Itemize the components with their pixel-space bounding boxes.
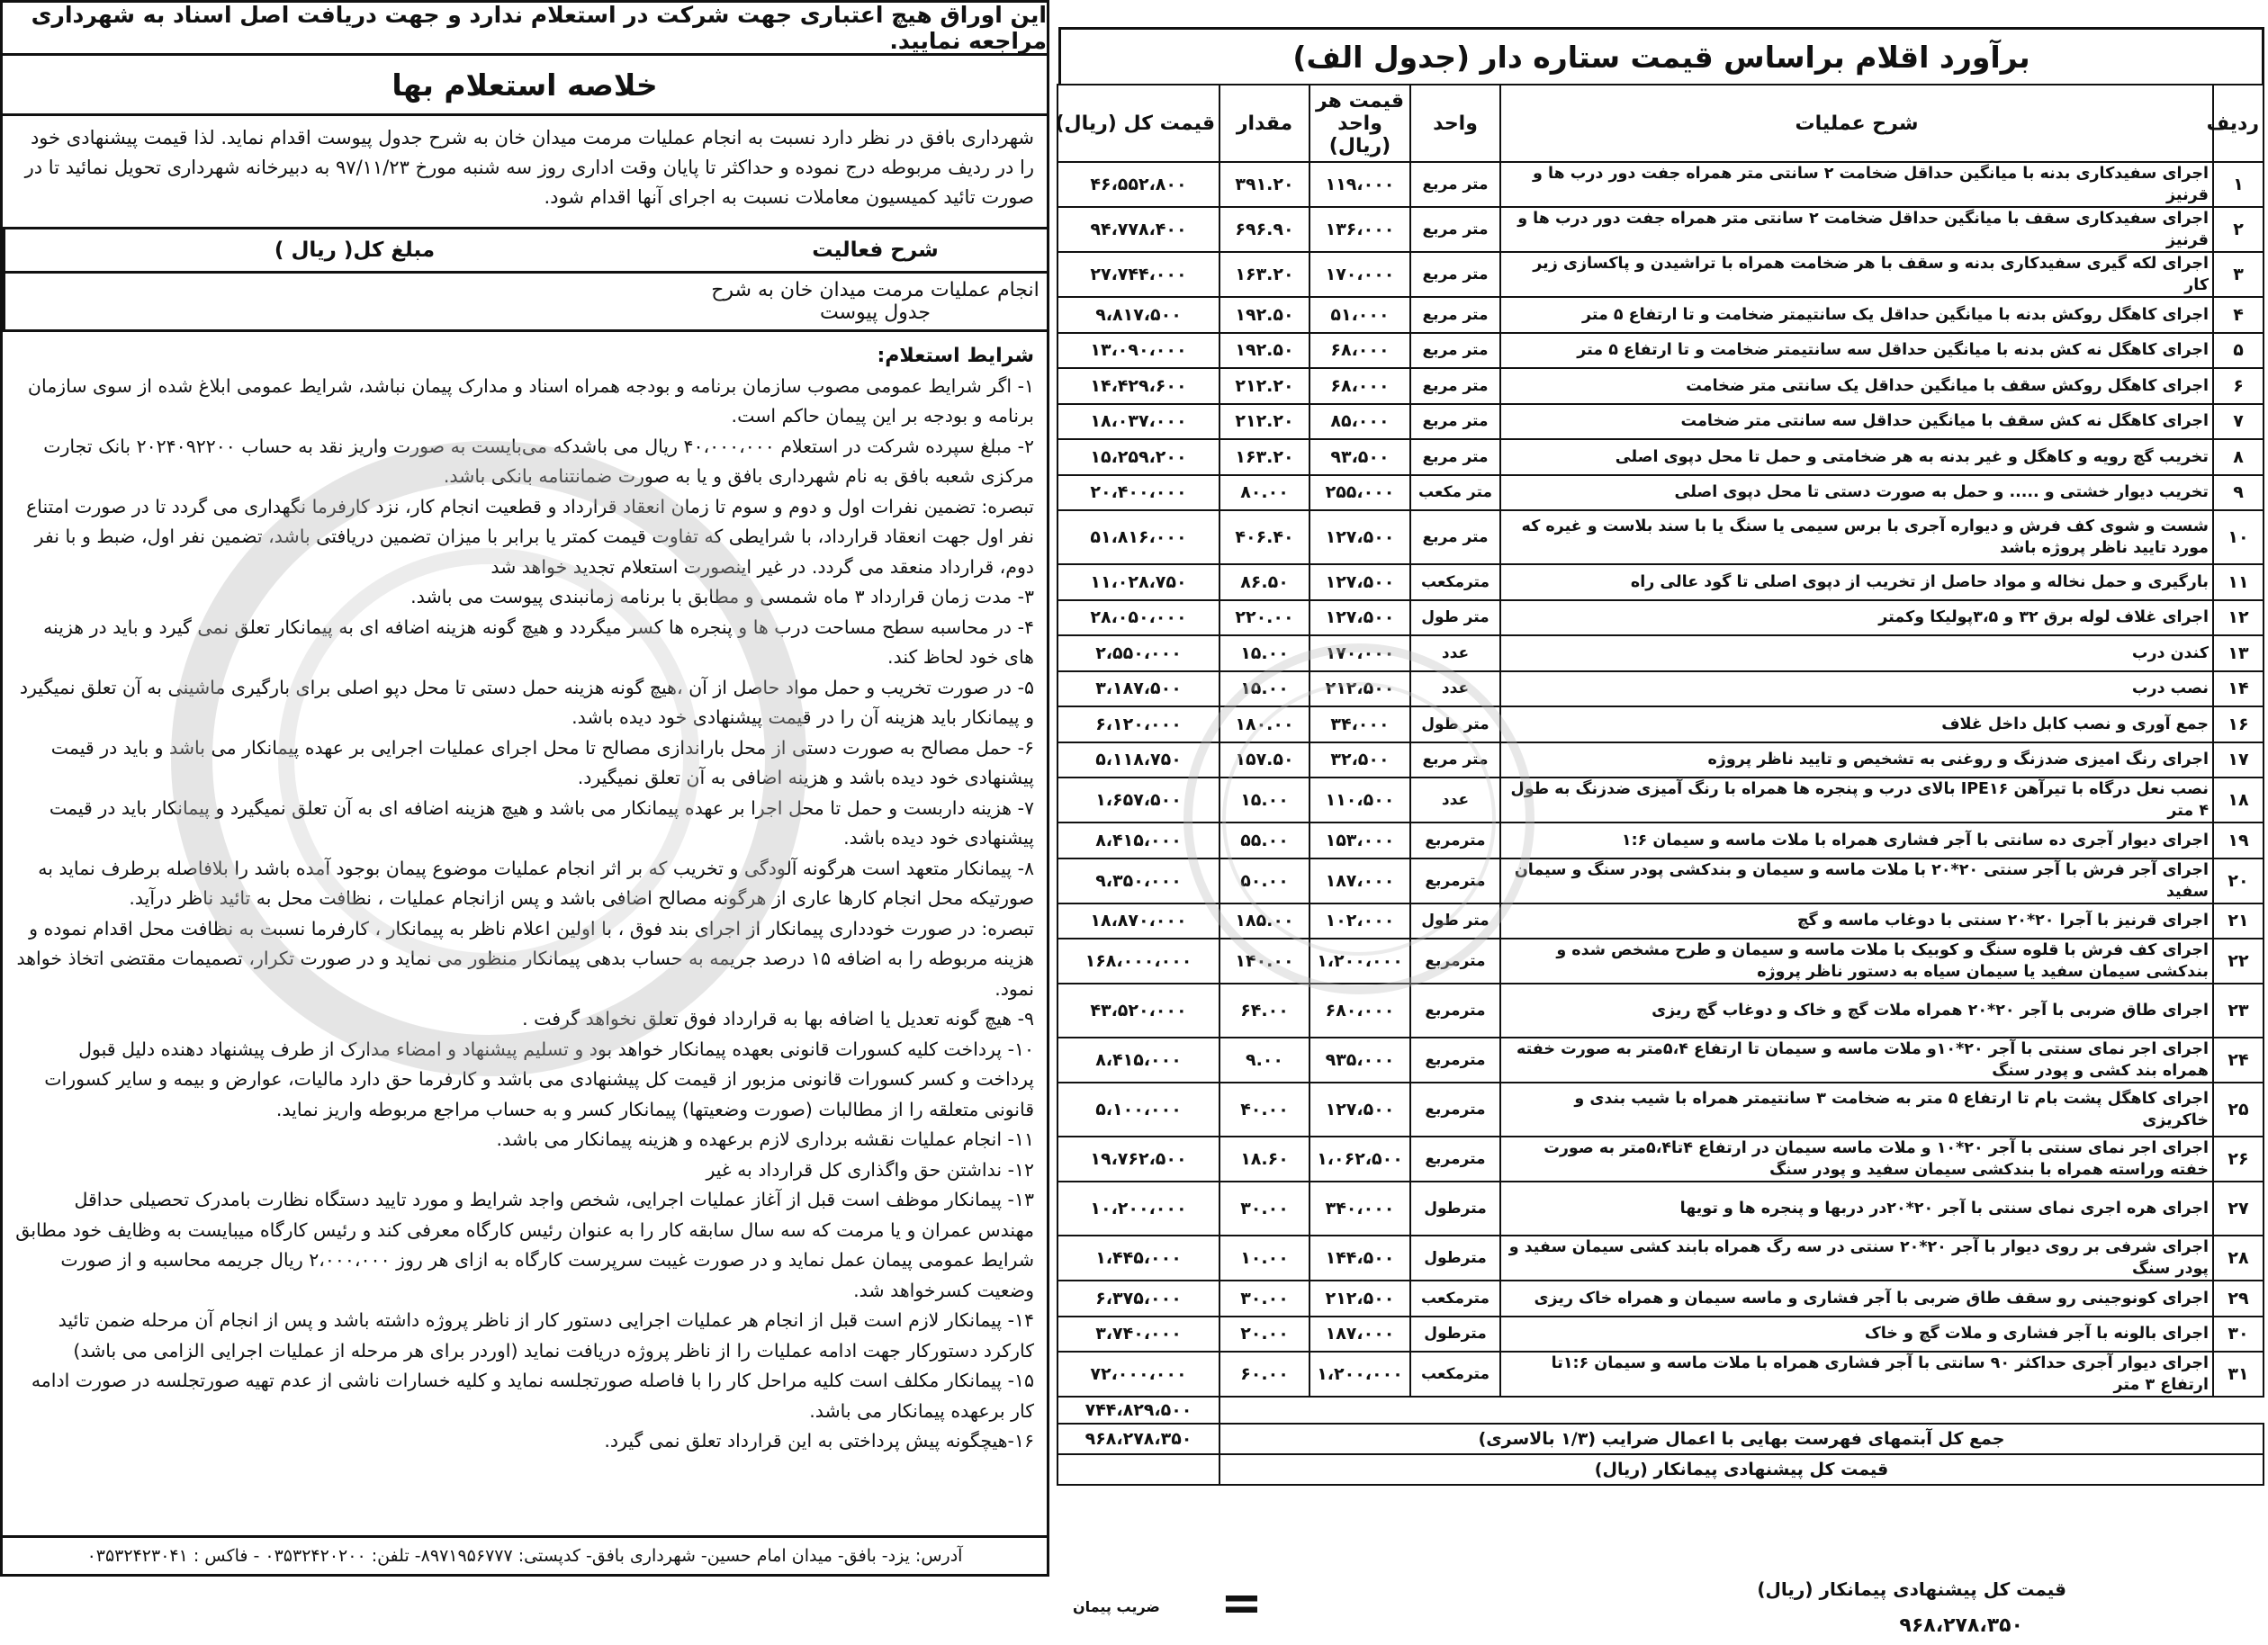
row-unit-price: ۹۳۵،۰۰۰: [1310, 1038, 1410, 1083]
row-number: ۱۱: [2213, 564, 2264, 600]
row-quantity: ۳۰.۰۰: [1220, 1281, 1310, 1317]
row-number: ۲۳: [2213, 984, 2264, 1038]
row-description: اجرای کاهگل نه کش سقف با میانگین حداقل سه سانتی متر ضخامت: [1500, 404, 2213, 440]
row-description: اجرای کاهگل پشت بام تا ارتفاع ۵ متر به ضخامت ۳ سانتیمتر همراه با شیب بندی و خاکریزی: [1500, 1083, 2213, 1137]
price-row: [1058, 1352, 2264, 1397]
row-unit: عدد: [1410, 671, 1500, 707]
contractor-value: [1058, 1454, 1220, 1485]
row-unit: متر مکعب: [1410, 475, 1500, 511]
row-unit: عدد: [1410, 778, 1500, 822]
price-row: [1058, 475, 2264, 511]
row-quantity: ۱۵.۰۰: [1220, 635, 1310, 671]
col-header-unit: واحد: [1410, 85, 1500, 162]
price-row: [1058, 706, 2264, 742]
row-unit: عدد: [1410, 635, 1500, 671]
estimate-title: برآورد اقلام براساس قیمت ستاره دار (جدول الف): [1058, 27, 2264, 84]
row-description: اجرای رنگ امیزی ضدزنگ و روغنی به تشخیص و تایید ناظر پروژه: [1500, 742, 2213, 778]
price-table: [1057, 84, 2264, 1486]
price-row: [1058, 822, 2264, 858]
row-total: ۱۳،۰۹۰،۰۰۰: [1058, 333, 1220, 369]
coefficient-label: ضریب پیمان: [1073, 1598, 1160, 1615]
row-unit-price: ۶۸۰،۰۰۰: [1310, 984, 1410, 1038]
row-total: ۸،۴۱۵،۰۰۰: [1058, 822, 1220, 858]
row-number: ۲۹: [2213, 1281, 2264, 1317]
row-total: ۳،۱۸۷،۵۰۰: [1058, 671, 1220, 707]
grand-total-value: ۹۶۸،۲۷۸،۳۵۰: [1058, 1424, 1220, 1454]
grand-total-label: جمع کل آبتمهای فهرست بهایی با اعمال ضرایب (۱/۳ بالاسری): [1220, 1424, 2264, 1454]
row-number: ۱۷: [2213, 742, 2264, 778]
row-unit: متر مربع: [1410, 510, 1500, 564]
condition-item: ۲- مبلغ سپرده شرکت در استعلام ۴۰،۰۰۰،۰۰۰ ریال می باشدکه می‌بایست به صورت واریز نقد به حساب ۲۰۲۴۰۹۲۲۰۰ بانک تجارت مرکزی شعبه بافق به نام شهرداری بافق و یا به صورت ضمانتنامه بانکی باشد.: [43, 435, 1034, 487]
row-unit: مترمربع: [1410, 1038, 1500, 1083]
row-total: ۲۸،۰۵۰،۰۰۰: [1058, 600, 1220, 636]
price-row: [1058, 1236, 2264, 1281]
activity-table: [3, 229, 1047, 332]
row-unit: مترطول: [1410, 1236, 1500, 1281]
row-number: ۳۰: [2213, 1317, 2264, 1353]
row-quantity: ۱۹۲.۵۰: [1220, 333, 1310, 369]
amount-value: [4, 273, 705, 331]
row-quantity: ۴۰.۰۰: [1220, 1083, 1310, 1137]
price-row: [1058, 1281, 2264, 1317]
row-description: شست و شوی کف فرش و دیواره آجری با برس سیمی یا سنگ یا با سند بلاست و غیره که مورد تایید ناظر پروژه باشد: [1500, 510, 2213, 564]
row-total: ۳،۷۴۰،۰۰۰: [1058, 1317, 1220, 1353]
price-row: [1058, 1137, 2264, 1182]
price-row: [1058, 939, 2264, 984]
bottom-total-label: قیمت کل پیشنهادی پیمانکار (ریال): [1757, 1578, 2066, 1600]
row-total: ۲۷،۷۴۴،۰۰۰: [1058, 252, 1220, 297]
row-quantity: ۲۱۲.۲۰: [1220, 404, 1310, 440]
row-unit: مترمکعب: [1410, 1281, 1500, 1317]
row-description: اجرای دیوار آجری ده سانتی با آجر فشاری همراه با ملات ماسه و سیمان ۱:۶: [1500, 822, 2213, 858]
price-row: [1058, 600, 2264, 636]
row-total: ۱۰،۲۰۰،۰۰۰: [1058, 1182, 1220, 1236]
row-unit: متر مربع: [1410, 368, 1500, 404]
condition-item: ۱۳- پیمانکار موظف است قبل از آغاز عملیات اجرایی، شخص واجد شرایط و مورد تایید دستگاه نظارت بامدرک تحصیلی حداقل مهندس عمران و یا مرمت که سه سال سابقه کار را به عنوان رئیس کارگاه معرفی کند و رئیس کارگاه میبایست به وظایف خود مطابق شرایط عمومی پیمان عمل نماید و در صورت غیبت سرپرست کارگاه به ازای هر روز ۲،۰۰۰،۰۰۰ ریال جریمه محاسبه و از صورت وضعیت کسرخواهد شد.: [15, 1189, 1034, 1301]
row-quantity: ۲۰.۰۰: [1220, 1317, 1310, 1353]
row-unit: متر مربع: [1410, 333, 1500, 369]
row-unit: متر مربع: [1410, 252, 1500, 297]
contractor-row: [1058, 1454, 2264, 1485]
row-description: نصب نعل درگاه با تیرآهن IPE۱۶ بالای درب و پنجره ها همراه با رنگ آمیزی ضدزنگ به طول ۴ متر: [1500, 778, 2213, 822]
row-unit-price: ۸۵،۰۰۰: [1310, 404, 1410, 440]
conditions-section: [3, 332, 1047, 1457]
price-row: [1058, 564, 2264, 600]
row-quantity: ۵۵.۰۰: [1220, 822, 1310, 858]
row-total: ۵،۱۰۰،۰۰۰: [1058, 1083, 1220, 1137]
price-row: [1058, 984, 2264, 1038]
row-quantity: ۱۸۰.۰۰: [1220, 706, 1310, 742]
row-total: ۱۵،۲۵۹،۲۰۰: [1058, 439, 1220, 475]
row-unit: متر طول: [1410, 903, 1500, 939]
row-unit: متر مربع: [1410, 404, 1500, 440]
row-description: تخریب گچ رویه و کاهگل و غیر بدنه به هر ضخامتی و حمل تا محل دپوی اصلی: [1500, 439, 2213, 475]
row-quantity: ۴۰۶.۴۰: [1220, 510, 1310, 564]
row-description: اجرای قرنیز با آجرا ۲۰*۲۰ سنتی با دوغاب ماسه و گچ: [1500, 903, 2213, 939]
row-number: ۱۳: [2213, 635, 2264, 671]
row-quantity: ۶۰.۰۰: [1220, 1352, 1310, 1397]
condition-item: ۱- اگر شرایط عمومی مصوب سازمان برنامه و بودجه همراه اسناد و مدارک پیمان نباشد، شرایط عمومی ابلاغ شده از سوی سازمان برنامه و بودجه بر این پیمان حاکم است.: [27, 374, 1034, 427]
row-total: ۵۱،۸۱۶،۰۰۰: [1058, 510, 1220, 564]
condition-item: ۱۵- پیمانکار مکلف است کلیه مراحل کار را با فاصله صورتجلسه نماید و کلیه خسارات ناشی از عدم تهیه صورتجلسه در صورت ادامه کار برعهده پیمانکار می باشد.: [31, 1370, 1034, 1422]
row-total: ۸،۴۱۵،۰۰۰: [1058, 1038, 1220, 1083]
row-quantity: ۱۴۰.۰۰: [1220, 939, 1310, 984]
row-total: ۵،۱۱۸،۷۵۰: [1058, 742, 1220, 778]
row-description: اجرای هره اجری نمای سنتی با آجر ۲۰*۲۰در دربها و پنجره ها و تویها: [1500, 1182, 2213, 1236]
row-unit-price: ۱۸۷،۰۰۰: [1310, 858, 1410, 903]
row-unit: مترمربع: [1410, 1137, 1500, 1182]
grand-total-row: [1058, 1424, 2264, 1454]
price-row: [1058, 635, 2264, 671]
subtotal-spacer: [1220, 1397, 2264, 1424]
subtotal-row: [1058, 1397, 2264, 1424]
row-total: ۱۸،۸۷۰،۰۰۰: [1058, 903, 1220, 939]
row-total: ۲،۵۵۰،۰۰۰: [1058, 635, 1220, 671]
row-number: ۱: [2213, 162, 2264, 207]
price-row: [1058, 297, 2264, 333]
row-unit-price: ۱۲۷،۵۰۰: [1310, 600, 1410, 636]
row-number: ۹: [2213, 475, 2264, 511]
row-number: ۲۲: [2213, 939, 2264, 984]
row-number: ۵: [2213, 333, 2264, 369]
row-number: ۲۵: [2213, 1083, 2264, 1137]
row-total: ۱۶۸،۰۰۰،۰۰۰: [1058, 939, 1220, 984]
price-row: [1058, 903, 2264, 939]
row-unit-price: ۱،۰۶۲،۵۰۰: [1310, 1137, 1410, 1182]
activity-header: شرح فعالیت: [704, 229, 1047, 273]
row-unit-price: ۲۱۲،۵۰۰: [1310, 671, 1410, 707]
row-unit: مترمربع: [1410, 858, 1500, 903]
row-total: ۹،۳۵۰،۰۰۰: [1058, 858, 1220, 903]
bottom-summary: [1058, 1542, 2264, 1643]
condition-item: ۳- مدت زمان قرارداد ۳ ماه شمسی و مطابق با برنامه زمانبندی پیوست می باشد.: [410, 586, 1034, 607]
row-total: ۴۳،۵۲۰،۰۰۰: [1058, 984, 1220, 1038]
col-header-quantity: مقدار: [1220, 85, 1310, 162]
row-quantity: ۱۶۳.۲۰: [1220, 252, 1310, 297]
row-description: اجرای دیوار آجری حداکثر ۹۰ سانتی با آجر فشاری همراه با ملات ماسه و سیمان ۱:۶تا ارتفاع ۳ متر: [1500, 1352, 2213, 1397]
price-table-body: [1058, 162, 2264, 1397]
intro-paragraph: شهرداری بافق در نظر دارد نسبت به انجام عملیات مرمت میدان خان به شرح جدول پیوست اقدام نماید. لذا قیمت پیشنهادی خود را در ردیف مربوطه درج نموده و حداکثر تا پایان وقت اداری روز سه شنبه مورخ ۹۷/۱۱/۲۳ به دبیرخانه شهرداری تحویل نمائید تا در صورت تائید کمیسیون معاملات نسبت به اجرای آنها اقدام شود.: [3, 116, 1047, 229]
price-row: [1058, 368, 2264, 404]
condition-item: ۵- در صورت تخریب و حمل مواد حاصل از آن ،هیچ گونه هزینه حمل دستی تا محل دپو اصلی برای بارگیری ماشینی به آن تعلق نمیگیرد و پیمانکار باید هزینه آن را در قیمت پیشنهادی خود دیده باشد.: [19, 676, 1034, 728]
row-description: اجرای کف فرش با قلوه سنگ و کوبیک با ملات ماسه و سیمان و طرح مشخص شده و بندکشی سیمان سفید یا سیمان سیاه به دستور ناظر پروژه: [1500, 939, 2213, 984]
announcement-panel: [0, 0, 1049, 1577]
row-quantity: ۸۰.۰۰: [1220, 475, 1310, 511]
row-number: ۲۱: [2213, 903, 2264, 939]
row-total: ۱۹،۷۶۲،۵۰۰: [1058, 1137, 1220, 1182]
row-description: اجرای کاهگل روکش بدنه با میانگین حداقل یک سانتیمتر ضخامت و تا ارتفاع ۵ متر: [1500, 297, 2213, 333]
row-total: ۹۴،۷۷۸،۴۰۰: [1058, 207, 1220, 252]
row-quantity: ۸۶.۵۰: [1220, 564, 1310, 600]
estimate-panel: [1055, 27, 2264, 1486]
row-number: ۷: [2213, 404, 2264, 440]
row-unit-price: ۱۱۹،۰۰۰: [1310, 162, 1410, 207]
disclaimer-note: این اوراق هیچ اعتباری جهت شرکت در استعلام ندارد و جهت دریافت اصل اسناد به شهرداری مراجعه نمایید.: [3, 3, 1047, 56]
row-total: ۱،۴۴۵،۰۰۰: [1058, 1236, 1220, 1281]
row-unit-price: ۱۷۰،۰۰۰: [1310, 635, 1410, 671]
amount-header: مبلغ کل( ریال ): [4, 229, 705, 273]
row-quantity: ۳۹۱.۲۰: [1220, 162, 1310, 207]
row-description: اجرای طاق ضربی با آجر ۲۰*۲۰ همراه ملات گچ و خاک و دوغاب گچ ریزی: [1500, 984, 2213, 1038]
row-unit-price: ۱۸۷،۰۰۰: [1310, 1317, 1410, 1353]
row-unit-price: ۲۱۲،۵۰۰: [1310, 1281, 1410, 1317]
row-unit: مترمکعب: [1410, 564, 1500, 600]
row-quantity: ۱۸۵.۰۰: [1220, 903, 1310, 939]
row-quantity: ۱۵۷.۵۰: [1220, 742, 1310, 778]
row-quantity: ۱۶۳.۲۰: [1220, 439, 1310, 475]
row-description: اجرای سفیدکاری بدنه با میانگین حداقل ضخامت ۲ سانتی متر همراه جفت دور درب ها و قرنیز: [1500, 162, 2213, 207]
row-unit-price: ۹۳،۵۰۰: [1310, 439, 1410, 475]
condition-item: ۴- در محاسبه سطح مساحت درب ها و پنجره ها کسر میگردد و هیچ گونه هزینه اضافه ای به پیمانکار تعلق نمی گیرد و باید در هزینه های خود لحاظ کند.: [43, 616, 1034, 668]
row-total: ۲۰،۴۰۰،۰۰۰: [1058, 475, 1220, 511]
row-description: اجرای آجر فرش با آجر سنتی ۲۰*۲۰ با ملات ماسه و سیمان و بندکشی پودر سنگ و سیمان سفید: [1500, 858, 2213, 903]
price-row: [1058, 778, 2264, 822]
condition-item: ۶- حمل مصالح به صورت دستی از محل باراندازی مصالح تا محل اجرای عملیات اجرایی بر عهده پیمانکار می باشد و باید در قیمت پیشنهادی خود دیده باشد و هزینه اضافی به آن تعلق نمیگیرد.: [50, 736, 1034, 788]
price-row: [1058, 439, 2264, 475]
row-total: ۱۸،۰۳۷،۰۰۰: [1058, 404, 1220, 440]
col-header-unit-price: قیمت هر واحد (ریال): [1310, 85, 1410, 162]
row-unit: متر مربع: [1410, 207, 1500, 252]
price-row: [1058, 858, 2264, 903]
row-description: تخریب دیوار خشتی و ..... و حمل به صورت دستی تا محل دپوی اصلی: [1500, 475, 2213, 511]
col-header-description: شرح عملیات: [1500, 85, 2213, 162]
row-quantity: ۱۸.۶۰: [1220, 1137, 1310, 1182]
row-quantity: ۹.۰۰: [1220, 1038, 1310, 1083]
condition-item: ۸- پیمانکار متعهد است هرگونه آلودگی و تخریب که بر اثر انجام عملیات موضوع پیمان بوجود آمده باشد را بلافاصله برطرف نماید به صورتیکه محل انجام کارها عاری از هرگونه مصالح اضافی باشد و پس ازانجام عملیات ، نظافت محل به تائید ناظر درآید.: [38, 857, 1034, 909]
row-description: اجرای سفیدکاری سقف با میانگین حداقل ضخامت ۲ سانتی متر همراه جفت دور درب ها و قرنیز: [1500, 207, 2213, 252]
row-quantity: ۲۱۲.۲۰: [1220, 368, 1310, 404]
row-total: ۹،۸۱۷،۵۰۰: [1058, 297, 1220, 333]
conditions-title: شرایط استعلام:: [877, 345, 1034, 367]
row-total: ۷۲،۰۰۰،۰۰۰: [1058, 1352, 1220, 1397]
row-quantity: ۳۰.۰۰: [1220, 1182, 1310, 1236]
row-unit-price: ۱۵۳،۰۰۰: [1310, 822, 1410, 858]
col-header-total: قیمت کل (ریال): [1058, 85, 1220, 162]
row-description: اجرای اجر نمای سنتی با آجر ۲۰*۱۰و ملات ماسه و سیمان تا ارتفاع ۵،۴متر به صورت خفته همراه بند کشی و پودر سنگ: [1500, 1038, 2213, 1083]
row-unit-price: ۶۸،۰۰۰: [1310, 333, 1410, 369]
row-unit-price: ۳۲،۵۰۰: [1310, 742, 1410, 778]
condition-item: ۱۲- نداشتن حق واگذاری کل قرارداد به غیر: [706, 1158, 1034, 1181]
price-row: [1058, 742, 2264, 778]
condition-item: ۹- هیچ گونه تعدیل یا اضافه بها به قرارداد فوق تعلق نخواهد گرفت .: [522, 1008, 1034, 1029]
row-unit-price: ۶۸،۰۰۰: [1310, 368, 1410, 404]
condition-item: ۱۶-هیچگونه پیش پرداختی به این قرارداد تعلق نمی گیرد.: [604, 1430, 1034, 1452]
col-header-row: ردیف: [2213, 85, 2264, 162]
row-quantity: ۲۲۰.۰۰: [1220, 600, 1310, 636]
row-unit-price: ۱۱۰،۵۰۰: [1310, 778, 1410, 822]
row-unit-price: ۱۷۰،۰۰۰: [1310, 252, 1410, 297]
price-row: [1058, 162, 2264, 207]
row-description: اجرای لکه گیری سفیدکاری بدنه و سقف با هر ضخامت همراه با تراشیدن و پاکسازی زیر کار: [1500, 252, 2213, 297]
row-number: ۲: [2213, 207, 2264, 252]
row-unit-price: ۱۰۲،۰۰۰: [1310, 903, 1410, 939]
row-unit-price: ۱،۲۰۰،۰۰۰: [1310, 1352, 1410, 1397]
condition-item: تبصره: تضمین نفرات اول و دوم و سوم تا زمان انعقاد قرارداد و قطعیت انجام کار، نزد کارفرما نگهداری می گردد تا در صورت امتناع نفر اول جهت انعقاد قرارداد، با شرایطی که تفاوت قیمت کمتر یا برابر با میزان تضمین دریافتی باشد، تضمین نفر اول، ضبط و با نفر دوم، قرارداد منعقد می گردد. در غیر اینصورت استعلام تجدید خواهد شد: [25, 495, 1034, 578]
row-description: اجرای کونوجینی رو سقف طاق ضربی با آجر فشاری و ماسه سیمان و همراه خاک ریزی: [1500, 1281, 2213, 1317]
row-total: ۴۶،۵۵۲،۸۰۰: [1058, 162, 1220, 207]
announcement-title: خلاصه استعلام بها: [3, 56, 1047, 116]
condition-item: ۷- هزینه داربست و حمل تا محل اجرا بر عهده پیمانکار می باشد و هیچ هزینه اضافه ای به آن تعلق نمیگیرد و پیمانکار باید در قیمت پیشنهادی خود دیده باشد.: [49, 796, 1034, 849]
price-row: [1058, 510, 2264, 564]
row-unit-price: ۲۵۵،۰۰۰: [1310, 475, 1410, 511]
row-description: بارگیری و حمل نخاله و مواد حاصل از تخریب از دپوی اصلی تا گود عالی راه: [1500, 564, 2213, 600]
row-number: ۱۶: [2213, 706, 2264, 742]
row-unit-price: ۳۴۰،۰۰۰: [1310, 1182, 1410, 1236]
row-unit-price: ۱۴۴،۵۰۰: [1310, 1236, 1410, 1281]
row-total: ۶،۱۲۰،۰۰۰: [1058, 706, 1220, 742]
row-number: ۴: [2213, 297, 2264, 333]
price-row: [1058, 1182, 2264, 1236]
row-number: ۲۰: [2213, 858, 2264, 903]
activity-value: انجام عملیات مرمت میدان خان به شرح جدول پیوست: [704, 273, 1047, 331]
row-unit-price: ۱،۲۰۰،۰۰۰: [1310, 939, 1410, 984]
price-row: [1058, 207, 2264, 252]
row-description: اجرای بالونه با آجر فشاری و ملات گچ و خاک: [1500, 1317, 2213, 1353]
row-total: ۱۱،۰۲۸،۷۵۰: [1058, 564, 1220, 600]
price-row: [1058, 671, 2264, 707]
row-number: ۲۴: [2213, 1038, 2264, 1083]
row-number: ۱۰: [2213, 510, 2264, 564]
row-unit: مترمربع: [1410, 939, 1500, 984]
row-unit: متر مربع: [1410, 162, 1500, 207]
row-quantity: ۱۵.۰۰: [1220, 778, 1310, 822]
contractor-label: قیمت کل پیشنهادی پیمانکار (ریال): [1220, 1454, 2264, 1485]
price-row: [1058, 252, 2264, 297]
row-description: اجرای اجر نمای سنتی با آجر ۲۰*۱۰ و ملات ماسه سیمان در ارتفاع ۴تا۵،۴متر به صورت خفته وراسته همراه با بندکشی سیمان سفید و پودر سنگ: [1500, 1137, 2213, 1182]
row-description: اجرای کاهگل روکش سقف با میانگین حداقل یک سانتی متر ضخامت: [1500, 368, 2213, 404]
row-quantity: ۱۰.۰۰: [1220, 1236, 1310, 1281]
row-unit: مترمربع: [1410, 984, 1500, 1038]
row-unit: مترمکعب: [1410, 1352, 1500, 1397]
price-row: [1058, 404, 2264, 440]
row-unit: متر مربع: [1410, 742, 1500, 778]
row-description: اجرای کاهگل نه کش بدنه با میانگین حداقل سه سانتیمتر ضخامت و تا ارتفاع ۵ متر: [1500, 333, 2213, 369]
price-row: [1058, 1038, 2264, 1083]
row-quantity: ۶۴.۰۰: [1220, 984, 1310, 1038]
row-total: ۱،۶۵۷،۵۰۰: [1058, 778, 1220, 822]
row-quantity: ۶۹۶.۹۰: [1220, 207, 1310, 252]
conditions-list: [15, 372, 1034, 1457]
row-unit-price: ۳۴،۰۰۰: [1310, 706, 1410, 742]
row-unit-price: ۱۳۶،۰۰۰: [1310, 207, 1410, 252]
row-number: ۲۸: [2213, 1236, 2264, 1281]
row-number: ۱۹: [2213, 822, 2264, 858]
row-unit: مترطول: [1410, 1182, 1500, 1236]
condition-item: ۱۴- پیمانکار لازم است قبل از انجام هر عملیات اجرایی دستور کار از ناظر پروژه داشته باشد و پس از انجام آن مرحله ضمن تائید کارکرد دستورکار جهت ادامه عملیات را از ناظر پروژه دریافت نماید (اوردر برای هر مرحله از عملیات اجرایی الزامی می باشد): [58, 1309, 1034, 1362]
row-description: کندن درب: [1500, 635, 2213, 671]
row-unit: مترطول: [1410, 1317, 1500, 1353]
row-total: ۶،۳۷۵،۰۰۰: [1058, 1281, 1220, 1317]
row-description: جمع آوری و نصب کابل داخل غلاف: [1500, 706, 2213, 742]
price-row: [1058, 1317, 2264, 1353]
row-quantity: ۱۵.۰۰: [1220, 671, 1310, 707]
row-number: ۳۱: [2213, 1352, 2264, 1397]
price-row: [1058, 333, 2264, 369]
row-number: ۲۷: [2213, 1182, 2264, 1236]
row-quantity: ۱۹۲.۵۰: [1220, 297, 1310, 333]
row-unit: متر مربع: [1410, 297, 1500, 333]
row-unit: مترمربع: [1410, 822, 1500, 858]
equals-sign: =: [1220, 1574, 1263, 1632]
condition-item: ۱۱- انجام عملیات نقشه برداری لازم برعهده و هزینه پیمانکار می باشد.: [496, 1128, 1034, 1150]
bottom-total-value: ۹۶۸،۲۷۸،۳۵۰: [1899, 1614, 2023, 1637]
row-unit-price: ۱۲۷،۵۰۰: [1310, 564, 1410, 600]
row-number: ۱۸: [2213, 778, 2264, 822]
row-description: اجرای غلاف لوله برق ۳۲ و ۳،۵پولیکا وکمتر: [1500, 600, 2213, 636]
row-description: اجرای شرفی بر روی دیوار با آجر ۲۰*۲۰ سنتی در سه رگ همراه بابند کشی سیمان سفید و پودر سنگ: [1500, 1236, 2213, 1281]
row-description: نصب درب: [1500, 671, 2213, 707]
row-unit: متر طول: [1410, 706, 1500, 742]
subtotal-value: ۷۴۴،۸۲۹،۵۰۰: [1058, 1397, 1220, 1424]
row-number: ۲۶: [2213, 1137, 2264, 1182]
row-number: ۸: [2213, 439, 2264, 475]
row-total: ۱۴،۴۲۹،۶۰۰: [1058, 368, 1220, 404]
row-number: ۳: [2213, 252, 2264, 297]
row-unit-price: ۱۲۷،۵۰۰: [1310, 510, 1410, 564]
row-unit: متر طول: [1410, 600, 1500, 636]
row-number: ۱۲: [2213, 600, 2264, 636]
row-number: ۱۴: [2213, 671, 2264, 707]
price-row: [1058, 1083, 2264, 1137]
row-unit: متر مربع: [1410, 439, 1500, 475]
row-unit-price: ۵۱،۰۰۰: [1310, 297, 1410, 333]
condition-item: ۱۰- پرداخت کلیه کسورات قانونی بعهده پیمانکار خواهد بود و تسلیم پیشنهاد و امضاء مدارک از طرف پیشنهاد دهنده دلیل قبول پرداخت و کسر کسورات قانونی مزبور از قیمت کل پیشنهادی می باشد و کارفرما حق دارد مالیات، عوارض و بیمه و سایر کسورات قانونی متعلقه را از مطالبات (صورت وضعیتها) پیمانکار کسر و به حساب مراجع مربوطه واریز نماید.: [44, 1038, 1034, 1120]
condition-item: تبصره: در صورت خودداری پیمانکار از اجرای بند فوق ، با اولین اعلام ناظر به پیمانکار ، کارفرما نسبت به نظافت محل اقدام نموده و هزینه مربوطه را به اضافه ۱۵ درصد جریمه به حساب بدهی پیمانکار منظور می نماید و در صورت تکرار، تصمیمات مقتضی اتخاذ خواهد نمود.: [16, 917, 1034, 1000]
row-unit-price: ۱۲۷،۵۰۰: [1310, 1083, 1410, 1137]
price-table-header: [1058, 85, 2264, 162]
row-number: ۶: [2213, 368, 2264, 404]
row-quantity: ۵۰.۰۰: [1220, 858, 1310, 903]
row-unit: مترمربع: [1410, 1083, 1500, 1137]
address-footer: آدرس: یزد- بافق- میدان امام حسین- شهرداری بافق- کدپستی: ۸۹۷۱۹۵۶۷۷۷- تلفن: ۰۳۵۳۲۴۲۰۲۰۰ - فاکس : ۰۳۵۳۲۴۲۳۰۴۱: [3, 1535, 1047, 1574]
